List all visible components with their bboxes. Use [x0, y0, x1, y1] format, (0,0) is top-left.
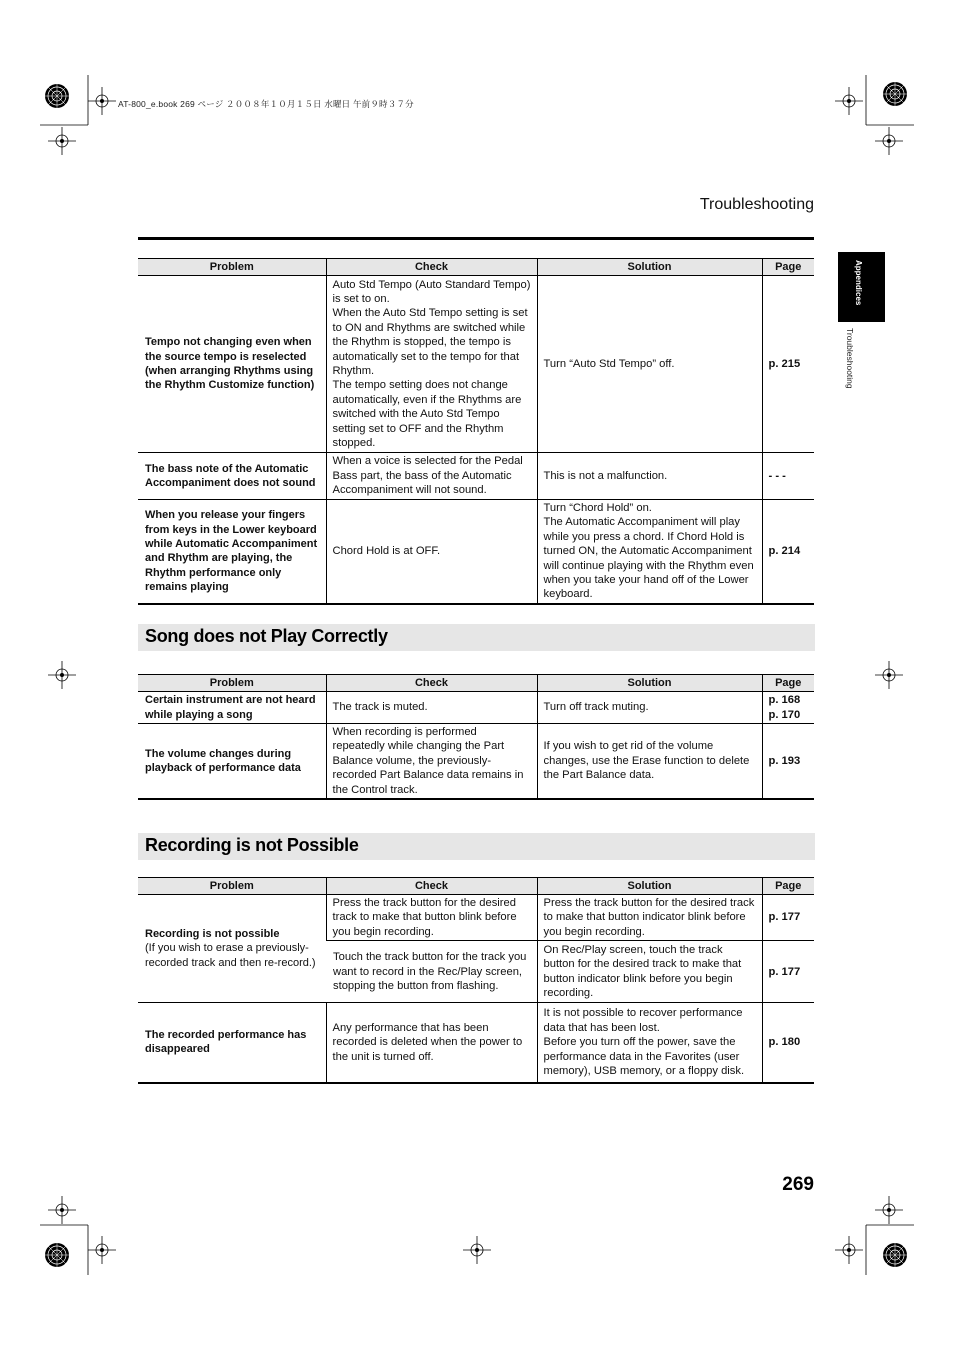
check-cell: When recording is performed repeatedly while changing the Part Balance volume, the previously-recorded Part Balance data remains in the Control track. [326, 724, 537, 800]
registration-mark-middle-left [48, 661, 76, 689]
page-reference-cell: p. 168 p. 170 [762, 692, 814, 724]
registration-mark-bottom-right [835, 1196, 914, 1275]
column-header-page: Page [762, 675, 814, 692]
check-cell: Chord Hold is at OFF. [326, 500, 537, 604]
problem-cell: Certain instrument are not heard while playing a song [138, 692, 326, 724]
column-header-check: Check [326, 675, 537, 692]
column-header-solution: Solution [537, 259, 762, 276]
registration-mark-bottom-center [463, 1236, 491, 1264]
page-number: 269 [782, 1174, 814, 1195]
problem-cell: When you release your fingers from keys in the Lower keyboard while Automatic Accompaniment and Rhythm are playing, the Rhythm performance only remains playing [138, 500, 326, 604]
solution-cell: This is not a malfunction. [537, 453, 762, 500]
registration-mark-middle-right [875, 661, 903, 689]
solution-cell: Turn off track muting. [537, 692, 762, 724]
column-header-problem: Problem [138, 259, 326, 276]
problem-note: (If you wish to erase a previously-recorded track and then re-record.) [145, 942, 316, 969]
side-tab-label: Appendices [854, 260, 863, 306]
check-cell: Any performance that has been recorded is deleted when the power to the unit is turned off. [326, 1003, 537, 1083]
table-row [138, 500, 814, 604]
troubleshooting-table-song [138, 674, 814, 800]
column-header-check: Check [326, 259, 537, 276]
problem-cell: The volume changes during playback of performance data [138, 724, 326, 800]
registration-mark-top-right [835, 75, 914, 155]
column-header-check: Check [326, 878, 537, 895]
solution-cell: If you wish to get rid of the volume changes, use the Erase function to delete the Part Balance data. [537, 724, 762, 800]
solution-cell: Turn “Auto Std Tempo” off. [537, 276, 762, 453]
section-heading-song [138, 624, 815, 651]
table-row [138, 724, 814, 800]
page-reference-cell: - - - [762, 453, 814, 500]
column-header-problem: Problem [138, 675, 326, 692]
table-row [138, 692, 814, 724]
table-header-row [138, 259, 814, 276]
problem-cell: The recorded performance has disappeared [138, 1003, 326, 1083]
table-header-row [138, 878, 814, 895]
column-header-page: Page [762, 259, 814, 276]
side-tab-appendices [838, 252, 885, 322]
table-row [138, 453, 814, 500]
problem-cell: The bass note of the Automatic Accompaniment does not sound [138, 453, 326, 500]
page-reference-cell: p. 193 [762, 724, 814, 800]
troubleshooting-table-rhythm [138, 258, 814, 605]
column-header-solution: Solution [537, 878, 762, 895]
troubleshooting-table-recording [138, 877, 814, 1084]
problem-cell [138, 895, 326, 1003]
column-header-page: Page [762, 878, 814, 895]
column-header-problem: Problem [138, 878, 326, 895]
table-row [138, 1003, 814, 1083]
header-rule [138, 237, 814, 240]
table-header-row [138, 675, 814, 692]
side-tab-sub-label: Troubleshooting [845, 328, 855, 389]
check-cell: The track is muted. [326, 692, 537, 724]
running-header-title: Troubleshooting [699, 196, 814, 213]
page-reference-cell: p. 214 [762, 500, 814, 604]
page-reference-cell: p. 177 [762, 895, 814, 941]
page-reference-cell: p. 177 [762, 941, 814, 1003]
problem-text: Recording is not possible [145, 928, 280, 940]
check-cell: When a voice is selected for the Pedal Bass part, the bass of the Automatic Accompaniment will not sound. [326, 453, 537, 500]
page-reference-cell: p. 215 [762, 276, 814, 453]
problem-cell: Tempo not changing even when the source tempo is reselected (when arranging Rhythms using the Rhythm Customize function) [138, 276, 326, 453]
page-reference-cell: p. 180 [762, 1003, 814, 1083]
check-cell: Press the track button for the desired track to make that button blink before you begin recording. [326, 895, 537, 941]
section-heading-recording [138, 833, 815, 860]
solution-cell: Turn “Chord Hold” on. The Automatic Accompaniment will play while you press a chord. If Chord Hold is turned ON, the Automatic Accompaniment will continue playing with the Rhythm even when you take your hand off of the Lower keyboard. [537, 500, 762, 604]
section-heading-song-text: Song does not Play Correctly [145, 626, 388, 646]
print-file-info: AT-800_e.book 269 ページ ２００８年１０月１５日 水曜日 午前９時３７分 [118, 99, 414, 109]
solution-cell: On Rec/Play screen, touch the track button for the desired track to make that button indicator blink before you begin recording. [537, 941, 762, 1003]
section-heading-recording-text: Recording is not Possible [145, 835, 359, 855]
check-cell: Auto Std Tempo (Auto Standard Tempo) is set to on. When the Auto Std Tempo setting is set to ON and Rhythms are switched while the Rhythm is stopped, the tempo is automatically set to the tempo for that Rhythm. The tempo setting does not change automatically, even if the Rhythms are switched with the Auto Std Tempo setting set to OFF and the Rhythm stopped. [326, 276, 537, 453]
column-header-solution: Solution [537, 675, 762, 692]
check-cell: Touch the track button for the track you want to record in the Rec/Play screen, stopping the button from flashing. [326, 941, 537, 1003]
solution-cell: Press the track button for the desired track to make that button indicator blink before you begin recording. [537, 895, 762, 941]
table-row [138, 895, 814, 941]
registration-mark-bottom-left [40, 1196, 116, 1275]
solution-cell: It is not possible to recover performance data that has been lost. Before you turn off the power, save the performance data in the Favorites (user memory), USB memory, or a floppy disk. [537, 1003, 762, 1083]
registration-mark-top-left [40, 75, 116, 155]
table-row [138, 276, 814, 453]
